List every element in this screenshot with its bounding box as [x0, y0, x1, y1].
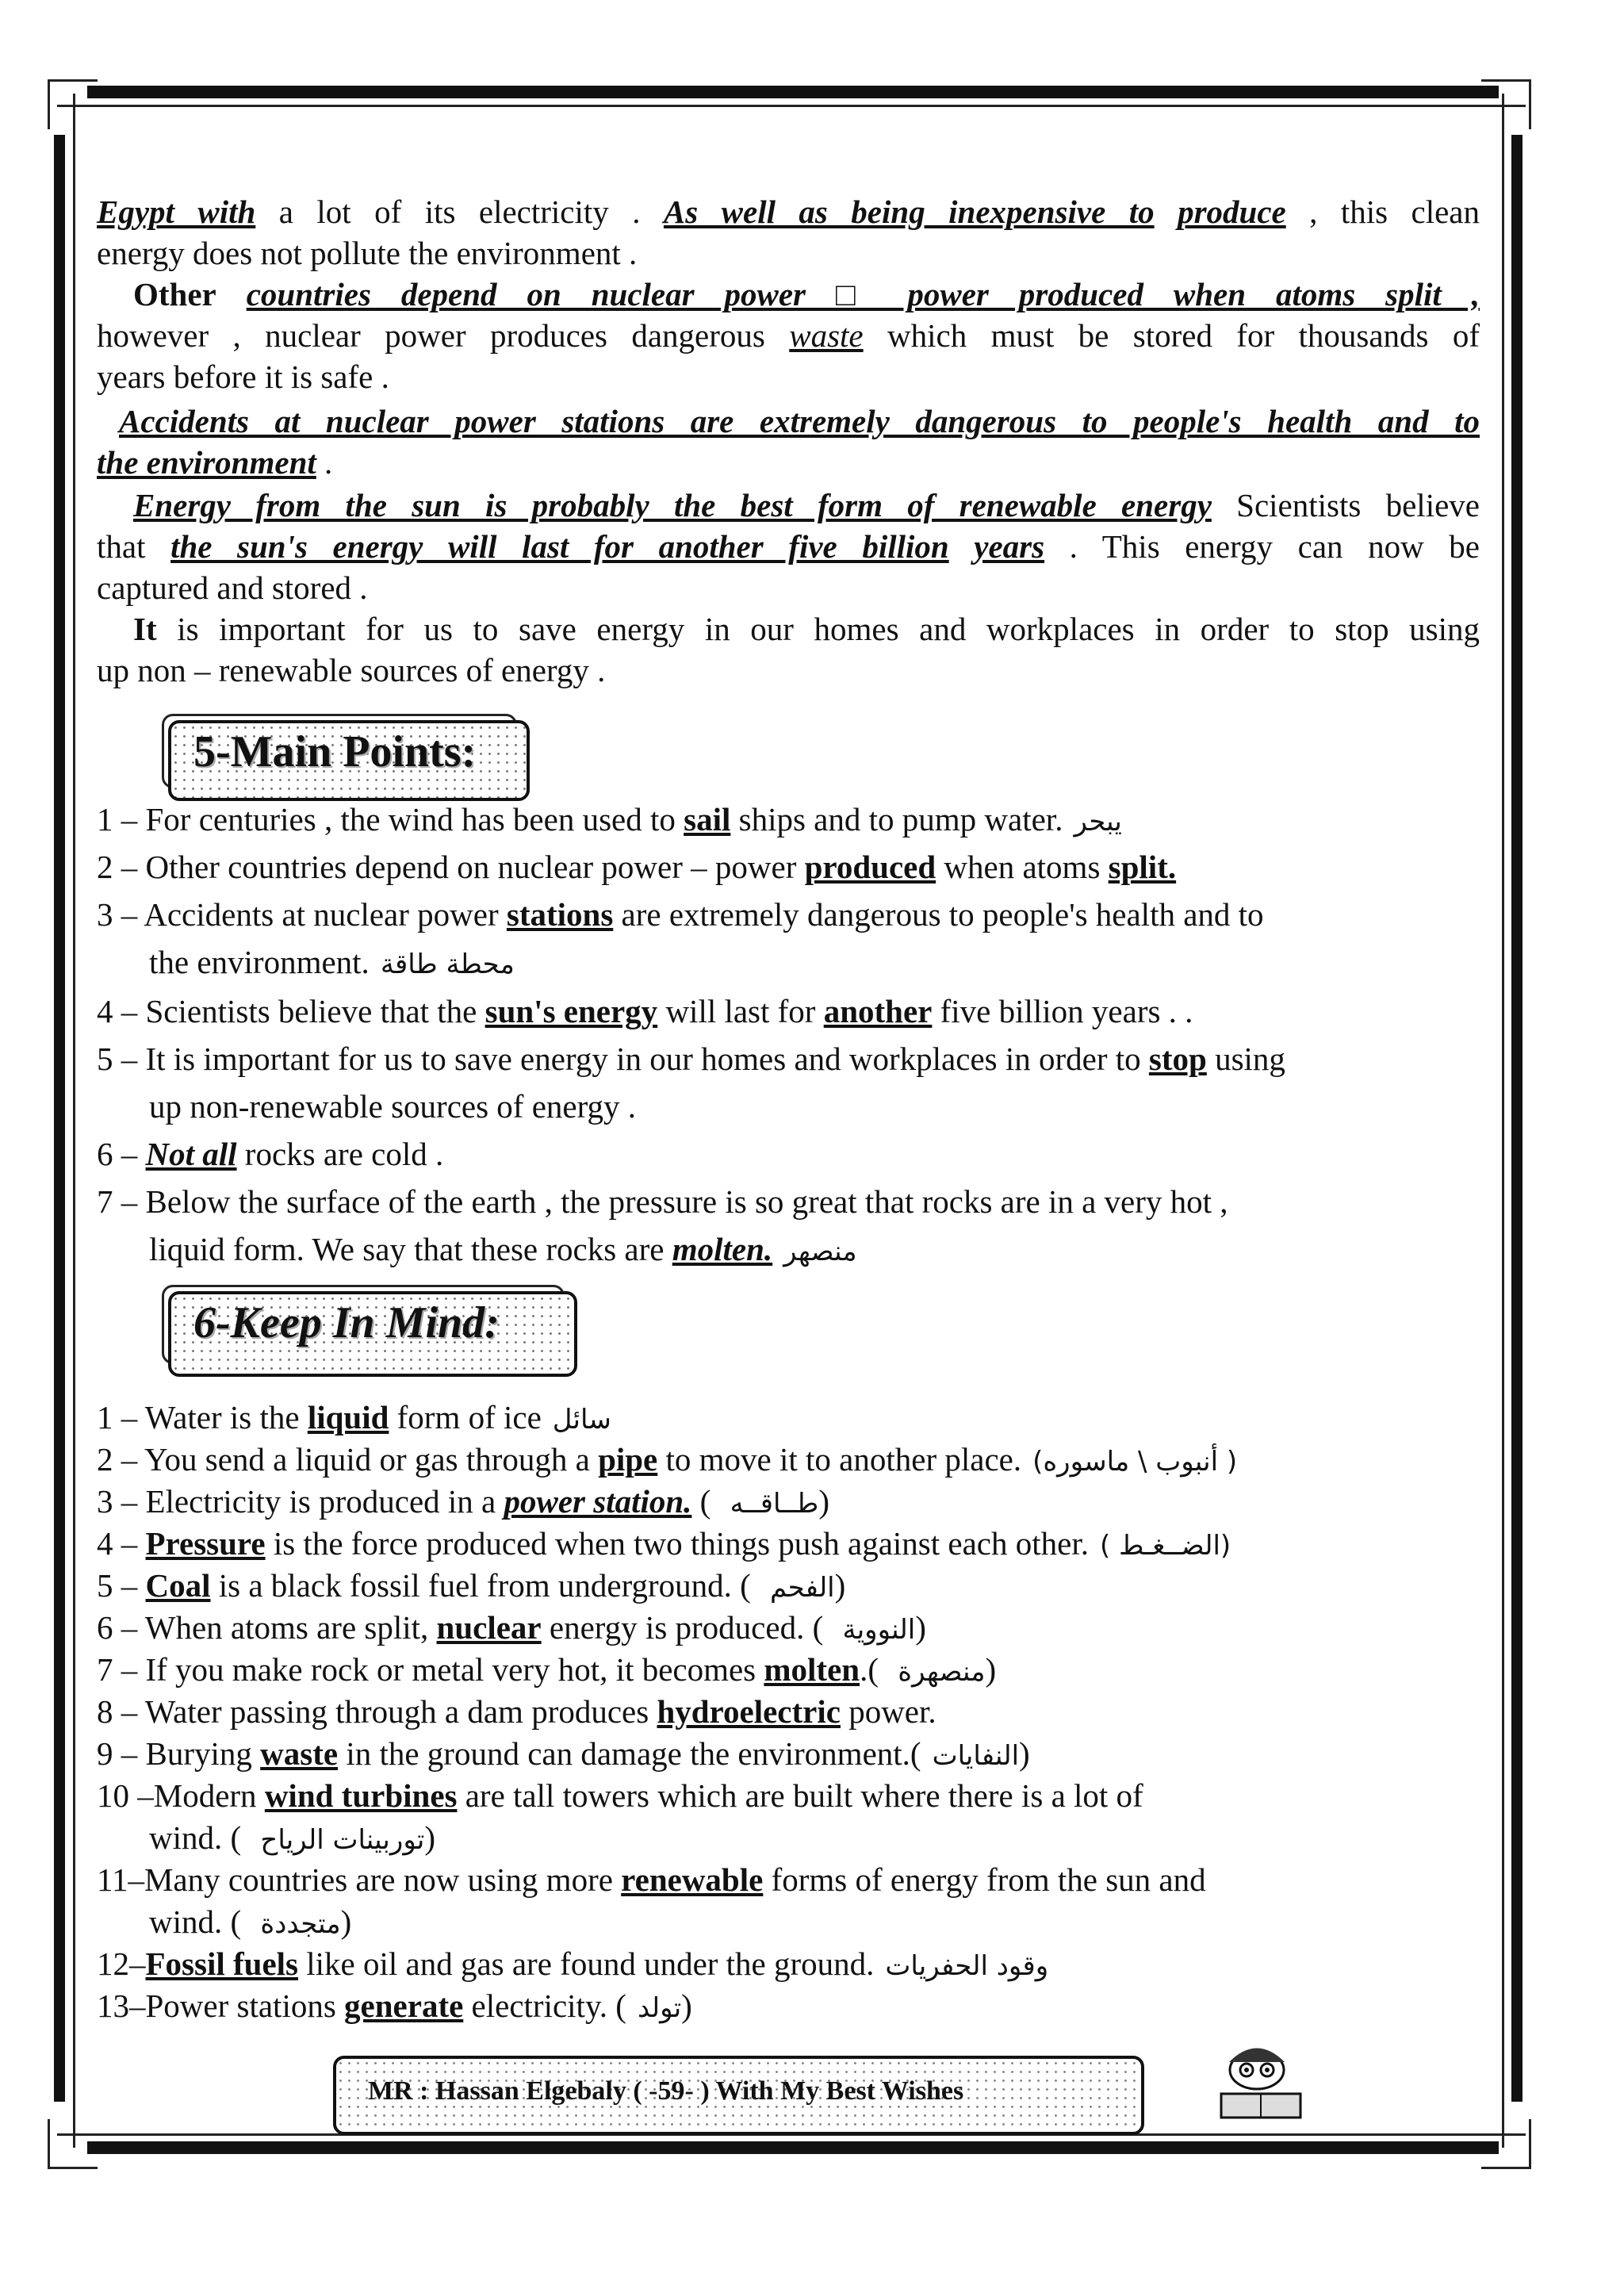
emphasis-text: Egypt with	[97, 194, 256, 230]
border-inner-left	[73, 94, 75, 2148]
emphasis-text: waste	[789, 317, 864, 354]
emphasis-text: the environment	[97, 444, 316, 481]
text: 3 – Electricity is produced in a	[97, 1483, 504, 1520]
keyword: Fossil fuels	[145, 1945, 298, 1982]
emphasis-text: Energy from the sun is probably the best form of renewable energy	[133, 487, 1212, 523]
text: 9 – Burying	[97, 1735, 261, 1772]
emphasis-text: the sun's energy will last for another five billion	[170, 528, 949, 565]
text: are tall towers which are built where there is a lot of	[457, 1777, 1143, 1814]
arabic-translation: وقود الحفريات	[885, 1950, 1049, 1982]
keyword: generate	[344, 1987, 464, 2024]
list-item	[149, 1818, 1480, 1860]
text: )	[1019, 1735, 1030, 1772]
text: 7 – If you make rock or metal very hot, it becomes	[97, 1651, 764, 1688]
text: liquid form. We say that these rocks are	[149, 1231, 672, 1267]
intro-line-5	[97, 357, 1480, 397]
list-item	[97, 799, 1480, 841]
list-item	[97, 1397, 1480, 1439]
text: 10 –Modern	[97, 1777, 265, 1814]
text: 1 – For centuries , the wind has been used to	[97, 801, 684, 838]
arabic-translation: منصهر	[783, 1236, 857, 1267]
text: .	[316, 444, 333, 481]
text: energy is produced. (	[541, 1609, 832, 1646]
keyword: pipe	[598, 1441, 658, 1478]
intro-line-4	[97, 316, 1480, 355]
text	[1155, 194, 1178, 230]
corner-bottom-left	[48, 2119, 98, 2169]
intro-line-6	[119, 401, 1480, 441]
text: )	[681, 1987, 692, 2024]
list-item	[97, 1734, 1480, 1776]
text: energy does not pollute the environment .	[97, 235, 638, 271]
text: )	[424, 1819, 436, 1856]
keyword: Pressure	[145, 1525, 266, 1562]
keyword: nuclear	[436, 1609, 542, 1646]
arabic-translation: (الضــغـط )	[1099, 1530, 1231, 1562]
keyword: split.	[1108, 849, 1177, 885]
text: 6 –	[97, 1136, 146, 1172]
text: )	[915, 1609, 926, 1646]
mascot-logo	[1205, 2038, 1316, 2125]
keyword: liquid	[307, 1399, 389, 1435]
text: power.	[840, 1693, 936, 1730]
arabic-translation: سائل	[552, 1404, 611, 1435]
text: is a black fossil fuel from underground. (	[210, 1567, 760, 1604]
keyword: Not all	[145, 1136, 237, 1172]
arabic-translation: النووية	[842, 1614, 916, 1646]
text: (	[691, 1483, 719, 1520]
keyword: sun's energy	[485, 993, 658, 1029]
text: captured and stored .	[97, 569, 368, 606]
footer-text: MR : Hassan Elgebaly ( -59- ) With My Best Wishes	[368, 2076, 964, 2106]
list-item	[97, 1650, 1480, 1692]
list-item	[97, 1608, 1480, 1650]
intro-line-3	[133, 274, 1480, 314]
text: years before it is safe .	[97, 358, 389, 395]
intro-line-7	[97, 443, 1480, 482]
keyword: stop	[1148, 1041, 1207, 1077]
text: )	[340, 1903, 352, 1940]
arabic-translation: طــاقــه	[730, 1488, 819, 1520]
list-item	[97, 1134, 1480, 1174]
text: 6 – When atoms are split,	[97, 1609, 437, 1646]
text: like oil and gas are found under the ground.	[298, 1945, 875, 1982]
text: 5 – It is important for us to save energy in our homes and workplaces in order to	[97, 1041, 1149, 1077]
text: 11–Many countries are now using more	[97, 1861, 622, 1898]
border-left	[54, 135, 65, 2102]
keyword: sail	[684, 801, 731, 838]
keyword: power station.	[504, 1483, 692, 1520]
text: up non – renewable sources of energy .	[97, 652, 606, 688]
text: 1 – Water is the	[97, 1399, 308, 1435]
list-item	[149, 1087, 1480, 1126]
list-item	[97, 1039, 1480, 1079]
text: 3 – Accidents at nuclear power	[97, 896, 507, 933]
corner-bottom-right	[1481, 2119, 1531, 2169]
text: .(	[860, 1651, 887, 1688]
text: 2 – Other countries depend on nuclear power – power	[97, 849, 805, 885]
text: , this clean	[1285, 194, 1480, 230]
keep-in-mind-heading-box	[168, 1291, 577, 1377]
list-item	[97, 847, 1480, 887]
border-inner-right	[1502, 94, 1504, 2148]
text: is the force produced when two things push against each other.	[265, 1525, 1089, 1562]
text: electricity. (	[463, 1987, 626, 2024]
arabic-translation: النفايات	[932, 1740, 1020, 1772]
text: 7 – Below the surface of the earth , the pressure is so great that rocks are in a very hot ,	[97, 1183, 1228, 1220]
text: when atoms	[936, 849, 1109, 885]
text: rocks are cold .	[236, 1136, 444, 1172]
text: will last for	[657, 993, 824, 1029]
text: )	[834, 1567, 846, 1604]
bold-text: It	[133, 611, 157, 647]
corner-top-left	[48, 79, 98, 129]
text: 13–Power stations	[97, 1987, 345, 2024]
text: 2 – You send a liquid or gas through a	[97, 1441, 599, 1478]
list-item	[97, 1692, 1480, 1731]
emphasis-text: As well as being inexpensive to	[663, 194, 1155, 230]
list-item	[97, 1481, 1480, 1524]
main-points-heading-box	[168, 720, 530, 801]
text: five billion years . .	[932, 993, 1193, 1029]
border-top	[87, 86, 1499, 98]
emphasis-text: Accidents at nuclear power stations are extremely dangerous to people's health and to	[119, 403, 1480, 439]
bold-text: Other	[133, 276, 216, 312]
list-item	[97, 1860, 1480, 1899]
footer-box	[333, 2056, 1144, 2135]
arabic-translation: يبحر	[1074, 806, 1122, 838]
text: . This energy can now be	[1044, 528, 1480, 565]
text: which must be stored for thousands of	[863, 317, 1480, 354]
border-bottom	[87, 2141, 1499, 2154]
text: are extremely dangerous to people's health and to	[613, 896, 1264, 933]
text: )	[818, 1483, 829, 1520]
intro-line-9	[97, 527, 1480, 566]
intro-line-2	[97, 233, 1480, 273]
list-item	[97, 991, 1480, 1031]
list-item	[97, 1566, 1480, 1608]
keyword: renewable	[621, 1861, 764, 1898]
text: 12–	[97, 1945, 146, 1982]
list-item	[149, 1229, 1480, 1271]
main-points-heading: 5-Main Points:	[193, 727, 477, 776]
text: forms of energy from the sun and	[763, 1861, 1206, 1898]
text: to move it to another place.	[657, 1441, 1022, 1478]
border-right	[1511, 135, 1522, 2102]
keyword: waste	[260, 1735, 339, 1772]
corner-top-right	[1481, 79, 1531, 129]
text: ships and to pump water.	[730, 801, 1063, 838]
emphasis-text: produce	[1178, 194, 1286, 230]
intro-line-12	[97, 650, 1480, 690]
list-item	[97, 1439, 1480, 1481]
arabic-translation: منصهرة	[898, 1656, 986, 1688]
text: 4 –	[97, 1525, 146, 1562]
text: )	[985, 1651, 997, 1688]
text: using	[1206, 1041, 1285, 1077]
arabic-translation: الفحم	[770, 1572, 835, 1604]
keyword: stations	[506, 896, 614, 933]
text: wind. (	[149, 1819, 250, 1856]
list-item	[97, 895, 1480, 934]
text: in the ground can damage the environment.(	[338, 1735, 921, 1772]
arabic-translation: ( أنبوب \ ماسوره)	[1032, 1446, 1238, 1478]
keyword: molten.	[672, 1231, 773, 1267]
text: a lot of its electricity .	[255, 194, 664, 230]
text: however , nuclear power produces dangerous	[97, 317, 790, 354]
emphasis-text: countries depend on nuclear power □ power produced when atoms split ,	[246, 276, 1480, 312]
intro-line-8	[133, 485, 1480, 525]
list-item	[149, 1902, 1480, 1944]
keyword: hydroelectric	[657, 1693, 841, 1730]
text: form of ice	[389, 1399, 542, 1435]
text: is important for us to save energy in our homes and workplaces in order to stop using	[156, 611, 1480, 647]
keyword: another	[823, 993, 933, 1029]
arabic-translation: تولد	[637, 1992, 682, 2024]
text: Scientists believe	[1211, 487, 1480, 523]
intro-line-11	[133, 609, 1480, 649]
keyword: molten	[764, 1651, 860, 1688]
keyword: produced	[804, 849, 936, 885]
list-item	[97, 1524, 1480, 1566]
list-item	[149, 942, 1480, 984]
text: wind. (	[149, 1903, 250, 1940]
list-item	[97, 1182, 1480, 1221]
text: the environment.	[149, 944, 370, 980]
list-item	[97, 1776, 1480, 1815]
border-inner-top	[57, 105, 1526, 107]
text: 5 –	[97, 1567, 146, 1604]
intro-line-1	[97, 192, 1480, 232]
keyword: wind turbines	[264, 1777, 458, 1814]
arabic-translation: توربينات الرياح	[260, 1824, 425, 1856]
emphasis-text: years	[974, 528, 1045, 565]
list-item	[97, 1986, 1480, 2028]
arabic-translation: متجددة	[260, 1908, 341, 1940]
list-item	[97, 1944, 1480, 1986]
keyword: Coal	[145, 1567, 211, 1604]
text: that	[97, 528, 171, 565]
intro-line-10	[97, 568, 1480, 608]
keep-in-mind-heading: 6-Keep In Mind:	[193, 1298, 500, 1347]
text: up non-renewable sources of energy .	[149, 1088, 637, 1125]
text: 4 – Scientists believe that the	[97, 993, 485, 1029]
text: 8 – Water passing through a dam produces	[97, 1693, 657, 1730]
arabic-translation: محطة طاقة	[380, 949, 515, 980]
